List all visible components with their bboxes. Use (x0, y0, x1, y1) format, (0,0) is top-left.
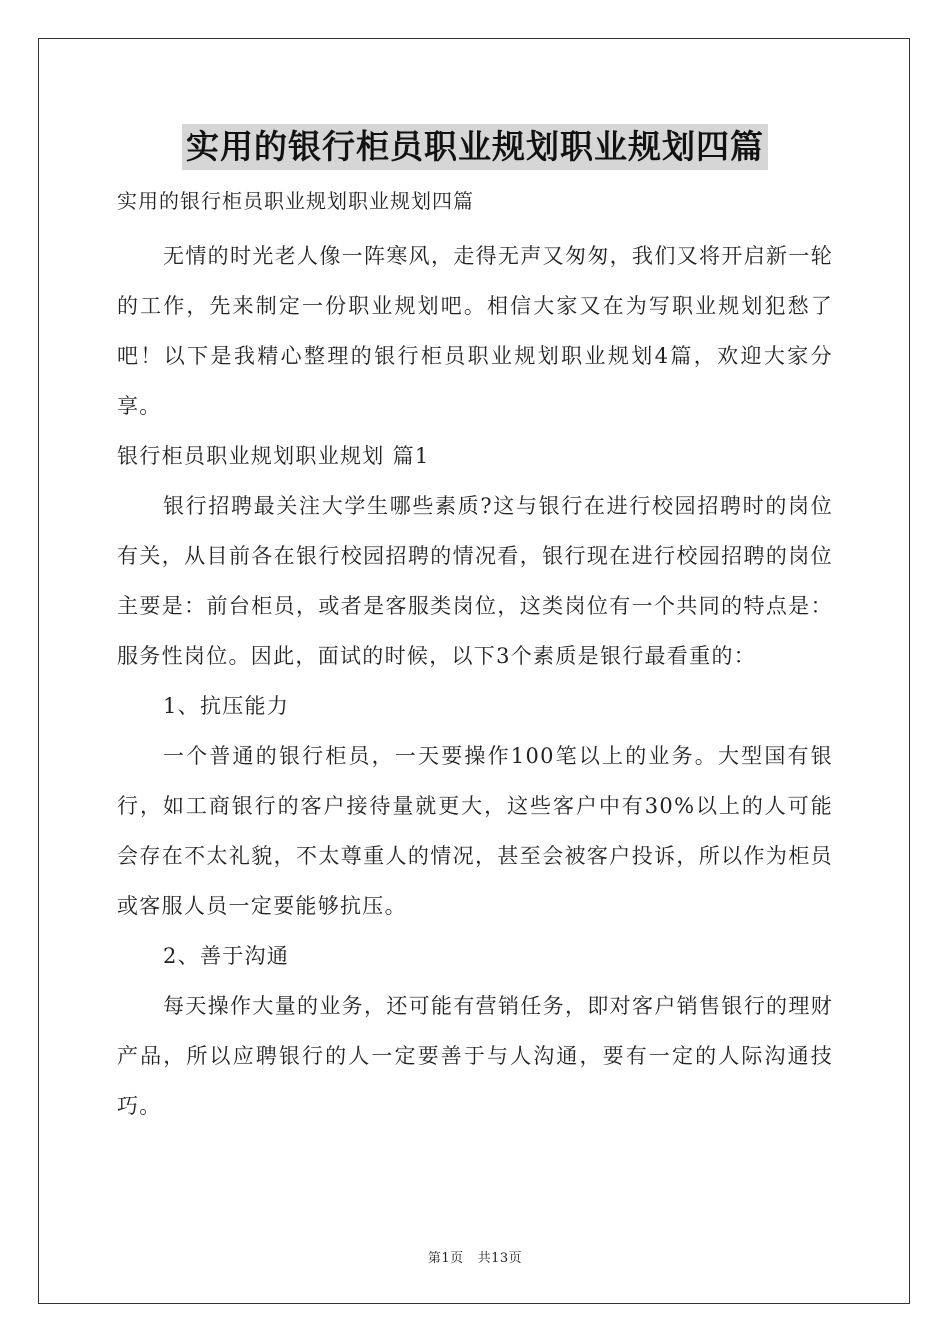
body-paragraph: 银行招聘最关注大学生哪些素质?这与银行在进行校园招聘时的岗位有关，从目前各在银行校园招聘的情况看，银行现在进行校园招聘的岗位主要是：前台柜员，或者是客服类岗位，这类岗位有一个共同的特点是：服务性岗位。因此，面试的时候，以下3个素质是银行最看重的： (117, 494, 833, 668)
page-number: 第1页 (427, 1251, 464, 1266)
page-footer (0, 1247, 950, 1266)
document-title: 实用的银行柜员职业规划职业规划四篇 (182, 124, 768, 170)
body-paragraph: 一个普通的银行柜员，一天要操作100笔以上的业务。大型国有银行，如工商银行的客户接待量就更大，这些客户中有30%以上的人可能会存在不太礼貌，不太尊重人的情况，甚至会被客户投诉，所以作为柜员或客服人员一定要能够抗压。 (117, 744, 833, 918)
section-heading: 银行柜员职业规划职业规划 篇1 (117, 444, 430, 468)
list-heading: 2、善于沟通 (163, 944, 290, 968)
list-heading: 1、抗压能力 (163, 694, 290, 718)
page-total: 共13页 (477, 1251, 523, 1266)
title-container (0, 124, 950, 170)
intro-paragraph: 无情的时光老人像一阵寒风，走得无声又匆匆，我们又将开启新一轮的工作，先来制定一份职业规划吧。相信大家又在为写职业规划犯愁了吧！以下是我精心整理的银行柜员职业规划职业规划4篇，欢迎大家分享。 (117, 244, 833, 418)
document-subtitle: 实用的银行柜员职业规划职业规划四篇 (117, 189, 474, 213)
document-body (117, 183, 833, 1131)
body-paragraph: 每天操作大量的业务，还可能有营销任务，即对客户销售银行的理财产品，所以应聘银行的人一定要善于与人沟通，要有一定的人际沟通技巧。 (117, 994, 833, 1118)
